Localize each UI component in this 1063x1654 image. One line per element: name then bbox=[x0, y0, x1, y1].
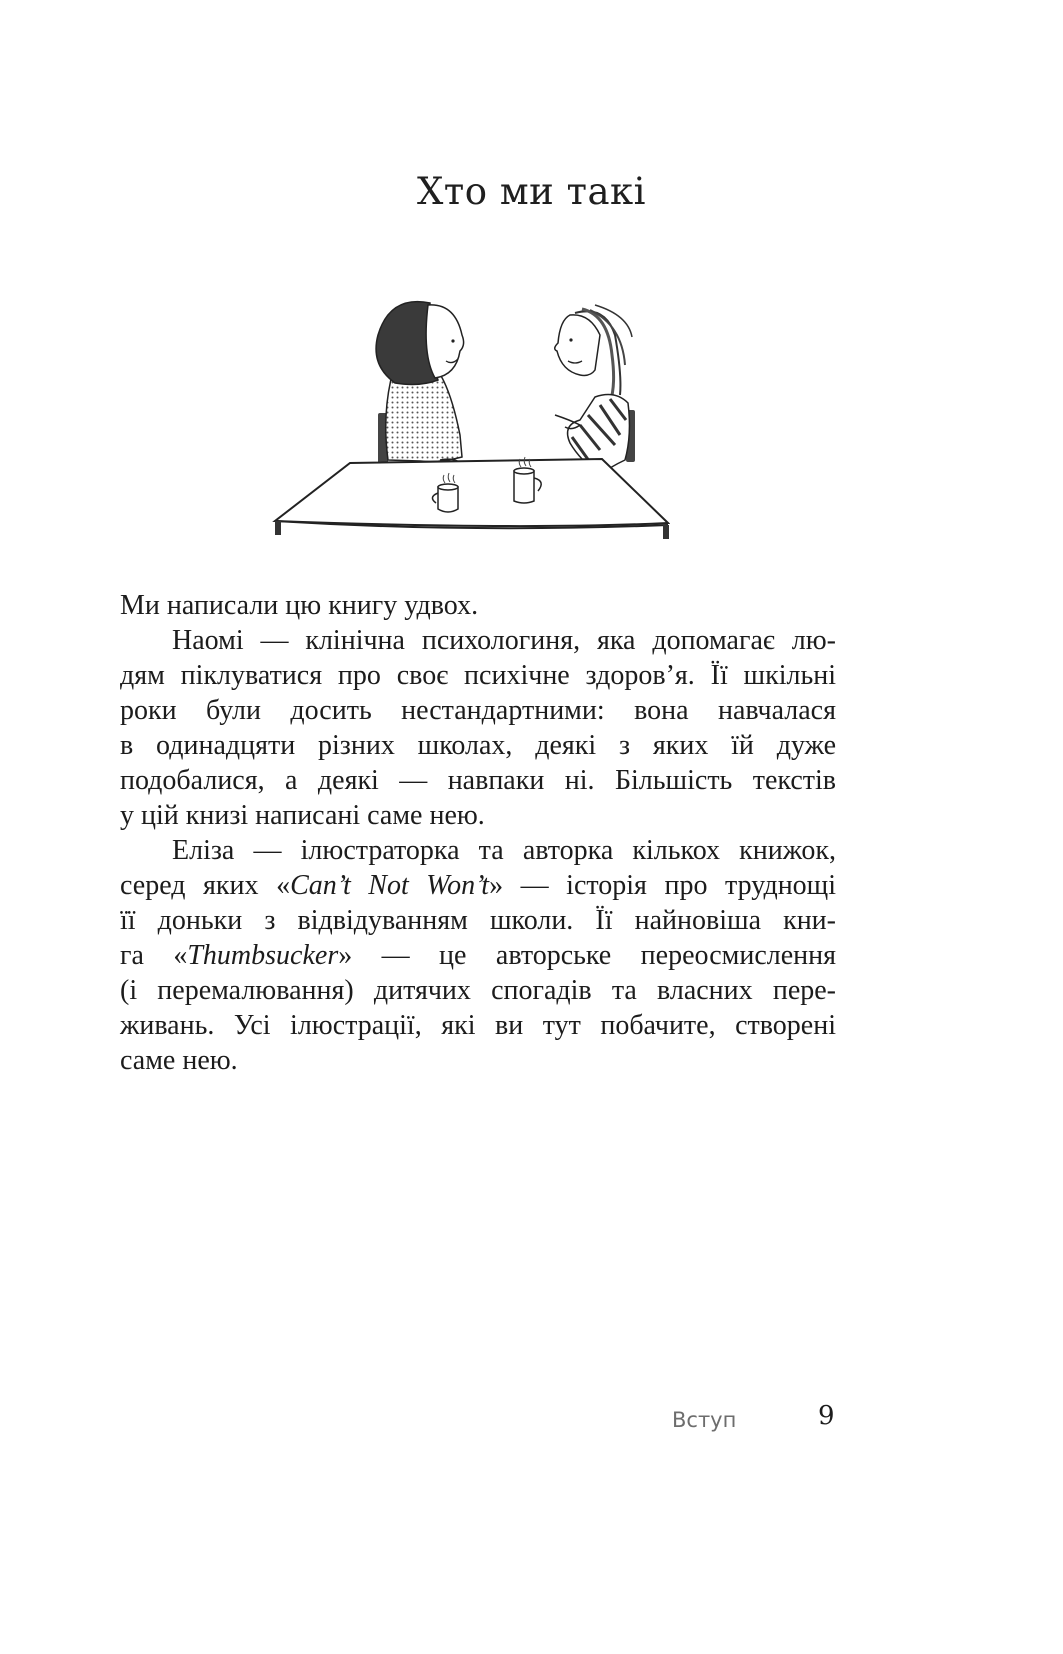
body-line: Наомі — клінічна психологиня, яка допомагає лю- bbox=[172, 625, 836, 656]
body-line bbox=[120, 868, 836, 903]
body-line: роки були досить нестандартними: вона навчалася bbox=[120, 695, 836, 726]
body-line: (і перемалювання) дитячих спогадів та власних пере- bbox=[120, 975, 836, 1006]
body-line: у цій книзі написані саме нею. bbox=[120, 800, 485, 831]
two-women-at-table-illustration bbox=[270, 275, 670, 540]
body-line-post: » — це авторське переосмислення bbox=[338, 940, 836, 971]
body-line: Ми написали цю книгу удвох. bbox=[120, 590, 479, 621]
body-line-pre: серед яких « bbox=[120, 870, 291, 901]
body-line: подобалися, а деякі — навпаки ні. Більшість текстів bbox=[120, 765, 836, 796]
body-line: дям піклуватися про своє психічне здоров’я. Її шкільні bbox=[120, 660, 836, 691]
body-line bbox=[120, 938, 836, 973]
book-title-thumbsucker: Thumbsucker bbox=[187, 940, 339, 971]
body-line: в одинадцяти різних школах, деякі з яких їй дуже bbox=[120, 730, 836, 761]
body-line: саме нею. bbox=[120, 1045, 238, 1076]
body-line-pre: га « bbox=[120, 940, 188, 971]
page-number: 9 bbox=[818, 1401, 835, 1431]
running-footer-section: Вступ bbox=[672, 1408, 737, 1432]
body-line: живань. Усі ілюстрації, які ви тут побачите, створені bbox=[120, 1010, 836, 1041]
body-line: Еліза — ілюстраторка та авторка кількох книжок, bbox=[172, 835, 836, 866]
book-title-cant-not-wont: Can’t Not Won’t bbox=[290, 870, 490, 901]
body-text bbox=[120, 588, 836, 1078]
body-line-post: » — історія про труднощі bbox=[489, 870, 837, 901]
body-line: її доньки з відвідуванням школи. Її найновіша кни- bbox=[120, 905, 836, 936]
page-title: Хто ми такі bbox=[416, 170, 647, 213]
